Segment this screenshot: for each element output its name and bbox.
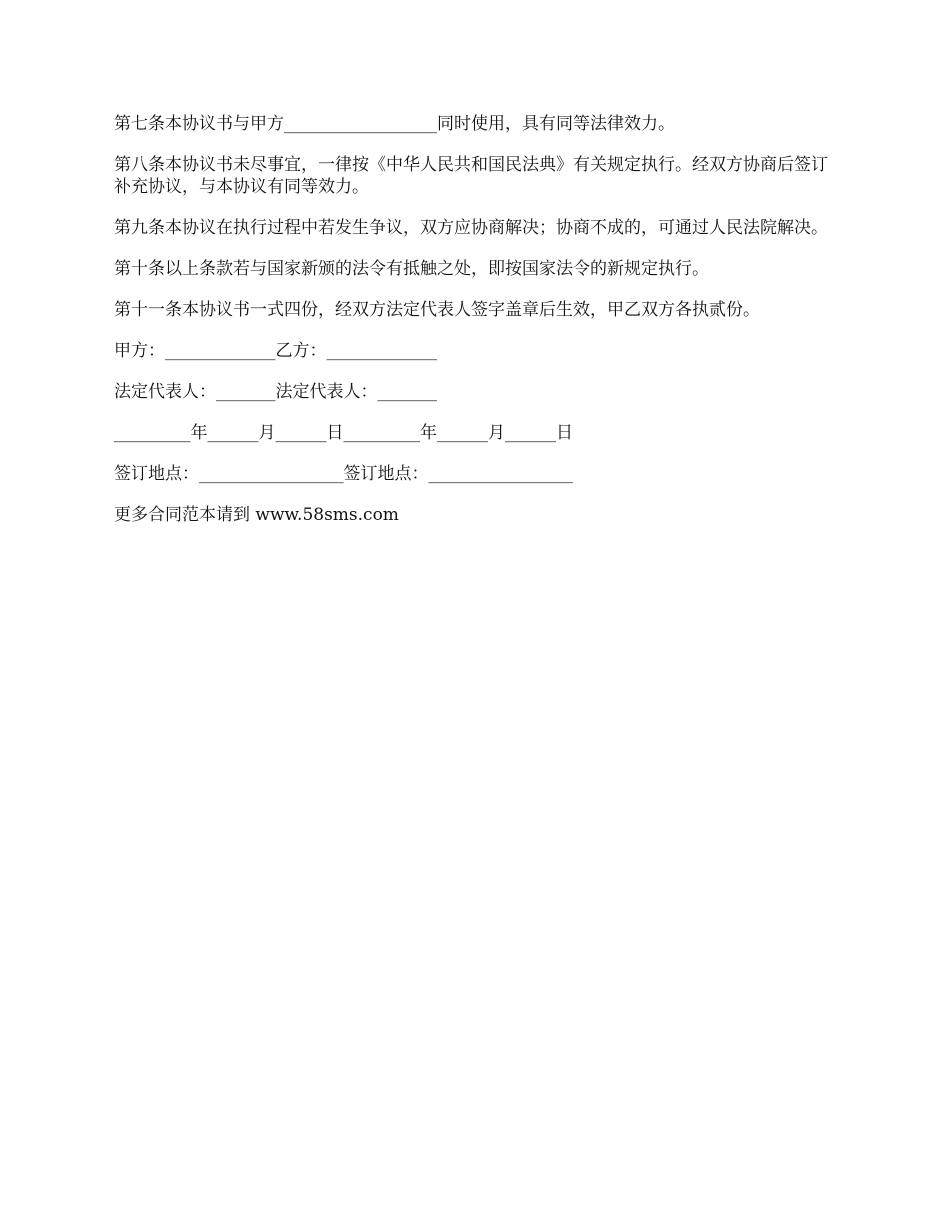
legal-representative-line: 法定代表人：_______法定代表人：_______ — [114, 382, 437, 402]
clause-11: 第十一条本协议书一式四份，经双方法定代表人签字盖章后生效，甲乙双方各执贰份。 — [114, 300, 760, 320]
signing-location-line: 签订地点：_________________签订地点：_________________ — [114, 464, 573, 484]
footer-note: 更多合同范本请到 www.58sms.com — [114, 505, 399, 525]
clause-7: 第七条本协议书与甲方__________________同时使用，具有同等法律效力。 — [114, 114, 675, 134]
clause-9: 第九条本协议在执行过程中若发生争议，双方应协商解决；协商不成的，可通过人民法院解决。 — [114, 218, 828, 238]
date-line: _________年______月______日_________年______月______日 — [114, 423, 573, 443]
party-signature-line: 甲方：_____________乙方：_____________ — [114, 341, 437, 361]
document-page — [114, 113, 844, 545]
clause-10: 第十条以上条款若与国家新颁的法令有抵触之处，即按国家法令的新规定执行。 — [114, 259, 709, 279]
clause-8: 第八条本协议书未尽事宜，一律按《中华人民共和国民法典》有关规定执行。经双方协商后签订补充协议，与本协议有同等效力。 — [114, 155, 828, 197]
